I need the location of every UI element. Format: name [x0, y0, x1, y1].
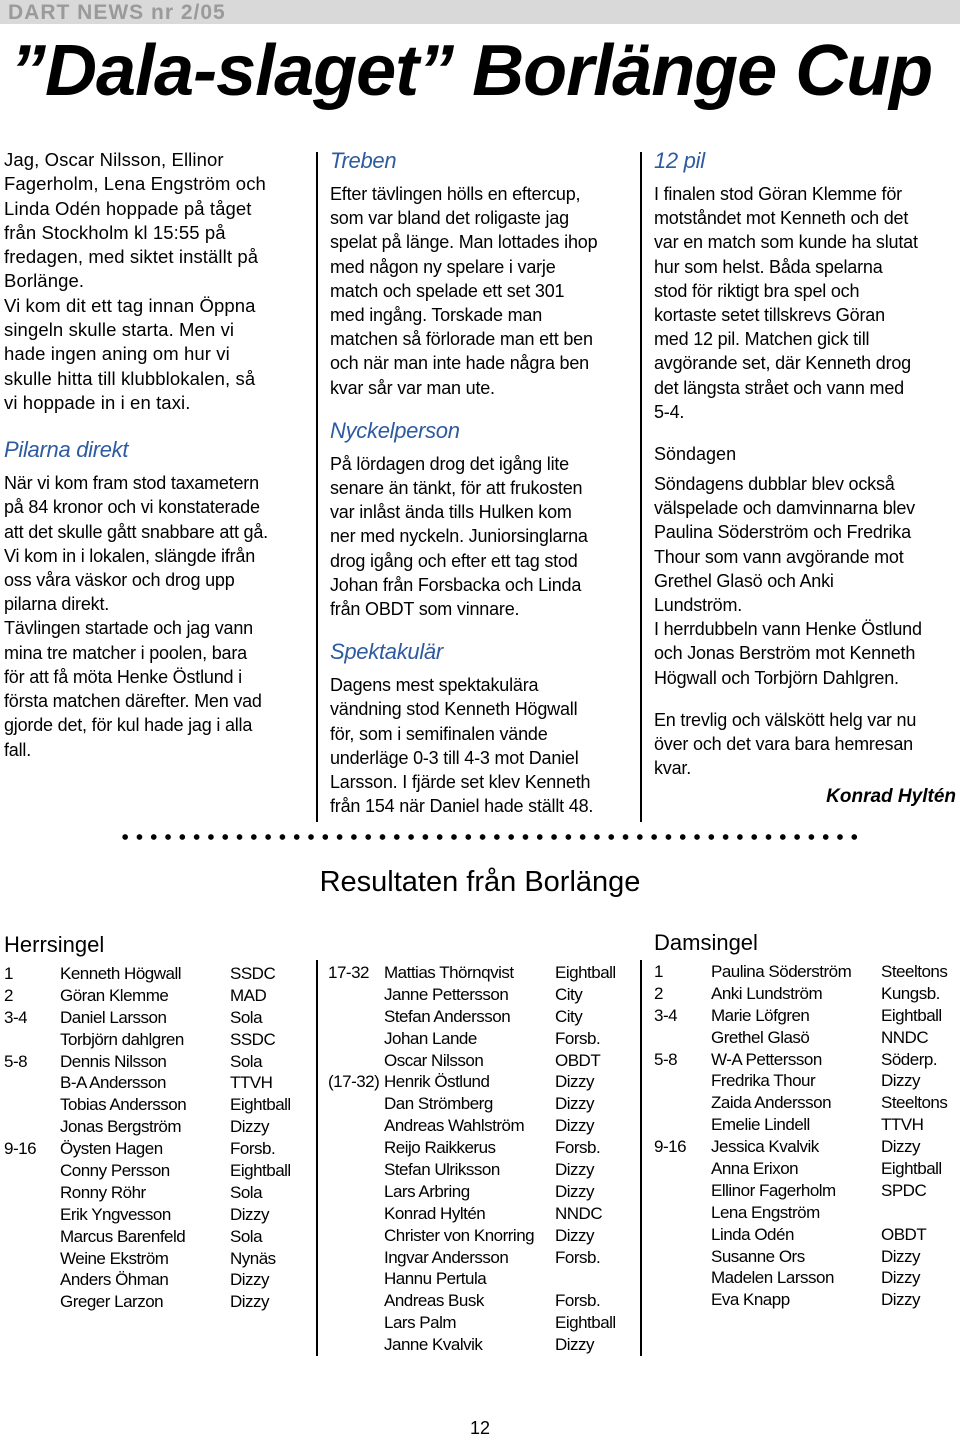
- text-line: skulle hitta till klubblokalen, så: [4, 367, 256, 389]
- text-line: Tävlingen startade och jag vann: [4, 618, 253, 639]
- text-line: med 12 pil. Matchen gick till: [654, 329, 870, 350]
- text-line: det längsta strået och vann med: [654, 377, 904, 398]
- club: Forsb.: [555, 1291, 601, 1311]
- text-line: matchen så förlorade man ett ben: [330, 329, 593, 350]
- player-name: Lena Engström: [711, 1202, 820, 1222]
- result-row: [4, 1226, 310, 1248]
- text-line: Efter tävlingen hölls en eftercup,: [330, 184, 581, 204]
- result-row: [654, 1114, 958, 1136]
- text-line: Lundström.: [654, 595, 743, 616]
- text-line: från OBDT som vinnare.: [330, 599, 520, 620]
- club: Nynäs: [230, 1248, 276, 1268]
- club: City: [555, 984, 583, 1004]
- text-line: Söndagens dubblar blev också: [654, 474, 895, 495]
- club: Dizzy: [881, 1268, 921, 1288]
- text-line: att det skulle gått snabbare att gå.: [4, 521, 268, 542]
- text-line: var inlåst ända tills Hulken kom: [330, 502, 572, 523]
- text-line: 5-4.: [654, 401, 685, 422]
- text-line: med ingång. Torskade man: [330, 305, 542, 326]
- club: OBDT: [555, 1050, 601, 1070]
- club: Steeltons: [881, 962, 948, 981]
- text-line: från Stockholm kl 15:55 på: [4, 221, 226, 243]
- club: Eightball: [555, 963, 616, 982]
- result-row: [4, 1094, 310, 1116]
- result-row: [4, 1029, 310, 1051]
- text-line: Vi kom dit ett tag innan Öppna: [4, 294, 256, 316]
- intro-paragraph: [4, 148, 306, 415]
- club: MAD: [230, 985, 267, 1005]
- club: SSDC: [230, 1029, 276, 1049]
- player-name: Hannu Pertula: [384, 1269, 487, 1289]
- result-row: [654, 1180, 958, 1202]
- placement: 2: [654, 983, 663, 1003]
- player-name: Erik Yngvesson: [60, 1204, 171, 1224]
- player-name: W-A Pettersson: [711, 1049, 822, 1069]
- text-line: vi hoppade in i en taxi.: [4, 391, 191, 413]
- player-name: Henrik Östlund: [384, 1072, 490, 1092]
- result-row: [328, 1159, 634, 1181]
- text-line: Jag, Oscar Nilsson, Ellinor: [4, 149, 224, 170]
- player-name: Öysten Hagen: [60, 1139, 163, 1159]
- text-line: Paulina Söderström och Fredrika: [654, 522, 911, 543]
- text-line: hade ingen aning om hur vi: [4, 343, 230, 365]
- issue-label: DART NEWS nr 2/05: [8, 1, 226, 24]
- club: City: [555, 1006, 583, 1026]
- section-heading-pilarna: Pilarna direkt: [4, 437, 129, 463]
- result-row: [328, 1334, 634, 1356]
- club: OBDT: [881, 1224, 927, 1244]
- text-line: Larsson. I fjärde set klev Kenneth: [330, 772, 591, 793]
- section-heading: Treben: [330, 148, 397, 173]
- article-title: ”Dala-slaget” Borlänge Cup: [10, 31, 933, 111]
- club: Eightball: [881, 1005, 942, 1025]
- result-row: [654, 1158, 958, 1180]
- author-signature: Konrad Hyltén: [826, 786, 956, 808]
- text-line: hur som helst. Båda spelarna: [654, 256, 883, 277]
- text-line: Fagerholm, Lena Engström och: [4, 173, 266, 195]
- herrsingel-table: [4, 963, 310, 1313]
- text-line: med någon ny spelare i varje: [330, 256, 556, 277]
- club: SPDC: [881, 1180, 927, 1200]
- text-line: fall.: [4, 739, 32, 760]
- result-row: [328, 1093, 634, 1115]
- text-line: Dagens mest spektakulära: [330, 675, 539, 696]
- result-row: [654, 1005, 958, 1027]
- herrsingel-heading: Herrsingel: [4, 932, 105, 957]
- player-name: Fredrika Thour: [711, 1071, 816, 1091]
- player-name: Anders Öhman: [60, 1270, 169, 1290]
- player-name: Ellinor Fagerholm: [711, 1180, 836, 1200]
- club: TTVH: [881, 1115, 924, 1135]
- page-number: 12: [469, 1418, 491, 1438]
- result-row: [654, 1027, 958, 1049]
- text-line: kortaste setet tillskrevs Göran: [654, 305, 885, 326]
- player-name: Lars Arbring: [384, 1181, 470, 1201]
- club: Forsb.: [555, 1138, 601, 1158]
- text-line: gjorde det, för kul hade jag i alla: [4, 715, 253, 736]
- text-line: kvar.: [654, 758, 692, 779]
- placement: 5-8: [4, 1051, 28, 1071]
- result-row: [654, 1049, 958, 1071]
- club: SSDC: [230, 964, 276, 983]
- club: Eightball: [230, 1095, 291, 1115]
- result-row: [4, 1072, 310, 1094]
- result-row: [328, 1312, 634, 1334]
- result-row: [4, 1204, 310, 1226]
- dotted-separator: [118, 830, 863, 844]
- result-row: [4, 1007, 310, 1029]
- text-line: vändning stod Kenneth Högwall: [330, 699, 578, 720]
- club: Dizzy: [555, 1335, 595, 1355]
- result-row: [4, 1160, 310, 1182]
- text-line: I finalen stod Göran Klemme för: [654, 184, 902, 204]
- header-bar: [0, 0, 960, 24]
- text-line: underläge 0-3 till 4-3 mot Daniel: [330, 747, 579, 768]
- club: Sola: [230, 1051, 263, 1071]
- player-name: Daniel Larsson: [60, 1007, 167, 1027]
- player-name: Ronny Röhr: [60, 1182, 146, 1202]
- section-body: [330, 452, 628, 621]
- text-line: senare än tänkt, för att frukosten: [330, 478, 583, 499]
- player-name: Jonas Bergström: [60, 1117, 181, 1137]
- player-name: Emelie Lindell: [711, 1115, 810, 1135]
- club: Eightball: [881, 1159, 942, 1179]
- club: NNDC: [555, 1203, 603, 1223]
- text-line: första matchen därefter. Men vad: [4, 691, 262, 712]
- section-heading-sondagen: Söndagen: [654, 444, 737, 465]
- player-name: Johan Lande: [384, 1028, 477, 1048]
- club: Dizzy: [555, 1072, 595, 1092]
- club: Dizzy: [881, 1290, 921, 1310]
- text-line: oss våra väskor och drog upp: [4, 570, 235, 591]
- text-line: och när man inte hade några ben: [330, 353, 589, 374]
- text-line: över och det vara bara hemresan: [654, 734, 913, 755]
- club: Sola: [230, 1226, 263, 1246]
- club: Dizzy: [555, 1116, 595, 1136]
- result-row: [4, 1182, 310, 1204]
- text-line: En trevlig och välskött helg var nu: [654, 709, 917, 730]
- results-divider-1: [316, 960, 318, 1356]
- club: Forsb.: [555, 1028, 601, 1048]
- result-row: [328, 1268, 634, 1290]
- text-line: match och spelade ett set 301: [330, 280, 565, 301]
- text-line: Borlänge.: [4, 270, 85, 292]
- player-name: Greger Larzon: [60, 1292, 164, 1312]
- player-name: Andreas Wahlström: [384, 1116, 525, 1136]
- club: Dizzy: [555, 1094, 595, 1114]
- club: Dizzy: [555, 1160, 595, 1180]
- text-line: drog igång och efter ett tag stod: [330, 550, 578, 571]
- player-name: Conny Persson: [60, 1161, 170, 1181]
- player-name: Torbjörn dahlgren: [60, 1029, 184, 1049]
- club: Steeltons: [881, 1093, 948, 1113]
- result-row: [654, 1224, 958, 1246]
- section-body: [330, 182, 628, 400]
- player-name: Grethel Glasö: [711, 1027, 810, 1047]
- results-title: Resultaten från Borlänge: [319, 866, 641, 898]
- damsingel-table: [654, 961, 958, 1311]
- text-line: När vi kom fram stod taxametern: [4, 473, 259, 494]
- player-name: Tobias Andersson: [60, 1095, 187, 1115]
- text-line: Linda Odén hoppade på tåget: [4, 197, 252, 219]
- result-row: [654, 961, 958, 983]
- text-line: På lördagen drog det igång lite: [330, 453, 569, 474]
- result-row: [654, 1289, 958, 1311]
- placement: 9-16: [4, 1139, 37, 1159]
- club: Eightball: [555, 1313, 616, 1333]
- player-name: Stefan Andersson: [384, 1006, 511, 1026]
- result-row: [654, 1267, 958, 1289]
- text-line: kvar sår var man ute.: [330, 377, 495, 398]
- result-row: [654, 1092, 958, 1114]
- player-name: Reijo Raikkerus: [384, 1138, 496, 1158]
- result-row: [4, 1051, 310, 1073]
- club: Dizzy: [881, 1246, 921, 1266]
- player-name: Paulina Söderström: [711, 962, 852, 981]
- club: Dizzy: [881, 1137, 921, 1157]
- placement: 9-16: [654, 1137, 687, 1157]
- player-name: Zaida Andersson: [711, 1093, 832, 1113]
- player-name: Christer von Knorring: [384, 1225, 535, 1245]
- results-divider-2: [640, 960, 642, 1356]
- damsingel-heading: Damsingel: [654, 930, 758, 955]
- column-1: [4, 148, 306, 762]
- section-body-sondagen: [654, 472, 956, 690]
- text-line: Thour som vann avgörande mot: [654, 546, 904, 567]
- result-row: [4, 1248, 310, 1270]
- text-line: pilarna direkt.: [4, 594, 110, 615]
- herrsingel-continued-table: [328, 962, 634, 1356]
- player-name: Dan Strömberg: [384, 1094, 493, 1114]
- section-body-12pil: [654, 182, 956, 424]
- player-name: Anki Lundström: [711, 983, 823, 1003]
- player-name: Lars Palm: [384, 1313, 457, 1333]
- result-row: [4, 1269, 310, 1291]
- result-row: [328, 1203, 634, 1225]
- section-heading: Nyckelperson: [330, 417, 460, 443]
- player-name: Linda Odén: [711, 1224, 794, 1244]
- text-line: singeln skulle starta. Men vi: [4, 319, 235, 341]
- result-row: [654, 1202, 958, 1224]
- club: Dizzy: [230, 1117, 270, 1137]
- club: Sola: [230, 1182, 263, 1202]
- result-row: [654, 1136, 958, 1158]
- club: Forsb.: [555, 1247, 601, 1267]
- player-name: Göran Klemme: [60, 985, 169, 1005]
- player-name: Marie Löfgren: [711, 1005, 810, 1025]
- section-heading-12pil: 12 pil: [654, 148, 705, 173]
- result-row: [328, 962, 634, 984]
- club: Dizzy: [555, 1225, 595, 1245]
- text-line: Johan från Forsbacka och Linda: [330, 574, 582, 595]
- club: Dizzy: [230, 1270, 270, 1290]
- club: Eightball: [230, 1161, 291, 1181]
- result-row: [328, 1071, 634, 1093]
- club: TTVH: [230, 1073, 273, 1093]
- result-row: [4, 1138, 310, 1160]
- placement: 1: [654, 962, 663, 981]
- player-name: Susanne Ors: [711, 1246, 805, 1266]
- player-name: Eva Knapp: [711, 1290, 790, 1310]
- column-divider-2: [640, 152, 642, 822]
- section-heading: Spektakulär: [330, 639, 443, 665]
- player-name: B-A Andersson: [60, 1073, 166, 1093]
- text-line: som var bland det roligaste jag: [330, 208, 569, 229]
- text-line: var en match som kunde ha slutat: [654, 232, 918, 253]
- result-row: [328, 1050, 634, 1072]
- text-line: välspelade och damvinnarna blev: [654, 498, 915, 519]
- player-name: Marcus Barenfeld: [60, 1226, 186, 1246]
- player-name: Andreas Busk: [384, 1291, 484, 1311]
- section-body-pilarna: [4, 471, 306, 761]
- club: Forsb.: [230, 1139, 276, 1159]
- club: Dizzy: [230, 1204, 270, 1224]
- placement: 1: [4, 964, 13, 983]
- placement: (17-32): [328, 1072, 380, 1092]
- text-line: från 154 när Daniel hade ställt 48.: [330, 796, 594, 817]
- player-name: Madelen Larsson: [711, 1268, 834, 1288]
- placement: 17-32: [328, 963, 369, 982]
- text-line: Grethel Glasö och Anki: [654, 570, 834, 591]
- result-row: [328, 1247, 634, 1269]
- result-row: [328, 1225, 634, 1247]
- placement: 3-4: [4, 1007, 28, 1027]
- text-line: Vi kom in i lokalen, slängde ifrån: [4, 545, 256, 566]
- text-line: fredagen, med siktet inställt på: [4, 246, 259, 268]
- result-row: [4, 1116, 310, 1138]
- player-name: Stefan Ulriksson: [384, 1160, 500, 1180]
- player-name: Jessica Kvalvik: [711, 1137, 819, 1157]
- result-row: [328, 1290, 634, 1312]
- result-row: [328, 1006, 634, 1028]
- section-body: [330, 673, 628, 818]
- text-line: Högwall och Torbjörn Dahlgren.: [654, 667, 899, 688]
- text-line: för att få möta Henke Östlund i: [4, 666, 242, 687]
- column-2: [330, 148, 628, 818]
- player-name: Mattias Thörnqvist: [384, 963, 514, 982]
- placement: 5-8: [654, 1049, 678, 1069]
- result-row: [328, 1115, 634, 1137]
- text-line: stod för riktigt bra spel och: [654, 280, 860, 301]
- column-divider-1: [316, 152, 318, 822]
- text-line: och Jonas Berström mot Kenneth: [654, 643, 916, 664]
- player-name: Ingvar Andersson: [384, 1247, 509, 1267]
- text-line: spelat på länge. Man lottades ihop: [330, 232, 598, 253]
- player-name: Konrad Hyltén: [384, 1203, 486, 1223]
- placement: 3-4: [654, 1005, 678, 1025]
- result-row: [328, 984, 634, 1006]
- club: Sola: [230, 1007, 263, 1027]
- result-row: [654, 1070, 958, 1092]
- player-name: Weine Ekström: [60, 1248, 169, 1268]
- text-line: på 84 kronor och vi konstaterade: [4, 497, 260, 518]
- result-row: [654, 1246, 958, 1268]
- result-row: [654, 983, 958, 1005]
- player-name: Oscar Nilsson: [384, 1050, 484, 1070]
- player-name: Janne Kvalvik: [384, 1335, 483, 1355]
- player-name: Kenneth Högwall: [60, 964, 182, 983]
- text-line: för, som i semifinalen vände: [330, 723, 548, 744]
- club: Dizzy: [230, 1292, 270, 1312]
- result-row: [328, 1028, 634, 1050]
- club: NNDC: [881, 1027, 929, 1047]
- text-line: I herrdubbeln vann Henke Östlund: [654, 619, 922, 640]
- result-row: [4, 985, 310, 1007]
- player-name: Anna Erixon: [711, 1159, 799, 1179]
- result-row: [328, 1181, 634, 1203]
- text-line: avgörande set, där Kenneth drog: [654, 353, 911, 374]
- closing-paragraph: [654, 708, 956, 781]
- player-name: Dennis Nilsson: [60, 1051, 167, 1071]
- result-row: [328, 1137, 634, 1159]
- club: Kungsb.: [881, 983, 940, 1003]
- text-line: motståndet mot Kenneth och det: [654, 208, 909, 229]
- text-line: mina tre matcher i poolen, bara: [4, 642, 247, 663]
- result-row: [4, 963, 310, 985]
- result-row: [4, 1291, 310, 1313]
- text-line: ner med nyckeln. Juniorsinglarna: [330, 526, 588, 547]
- club: Dizzy: [881, 1071, 921, 1091]
- club: Söderp.: [881, 1049, 938, 1069]
- column-3: [654, 148, 956, 808]
- club: Dizzy: [555, 1181, 595, 1201]
- player-name: Janne Pettersson: [384, 984, 509, 1004]
- placement: 2: [4, 985, 13, 1005]
